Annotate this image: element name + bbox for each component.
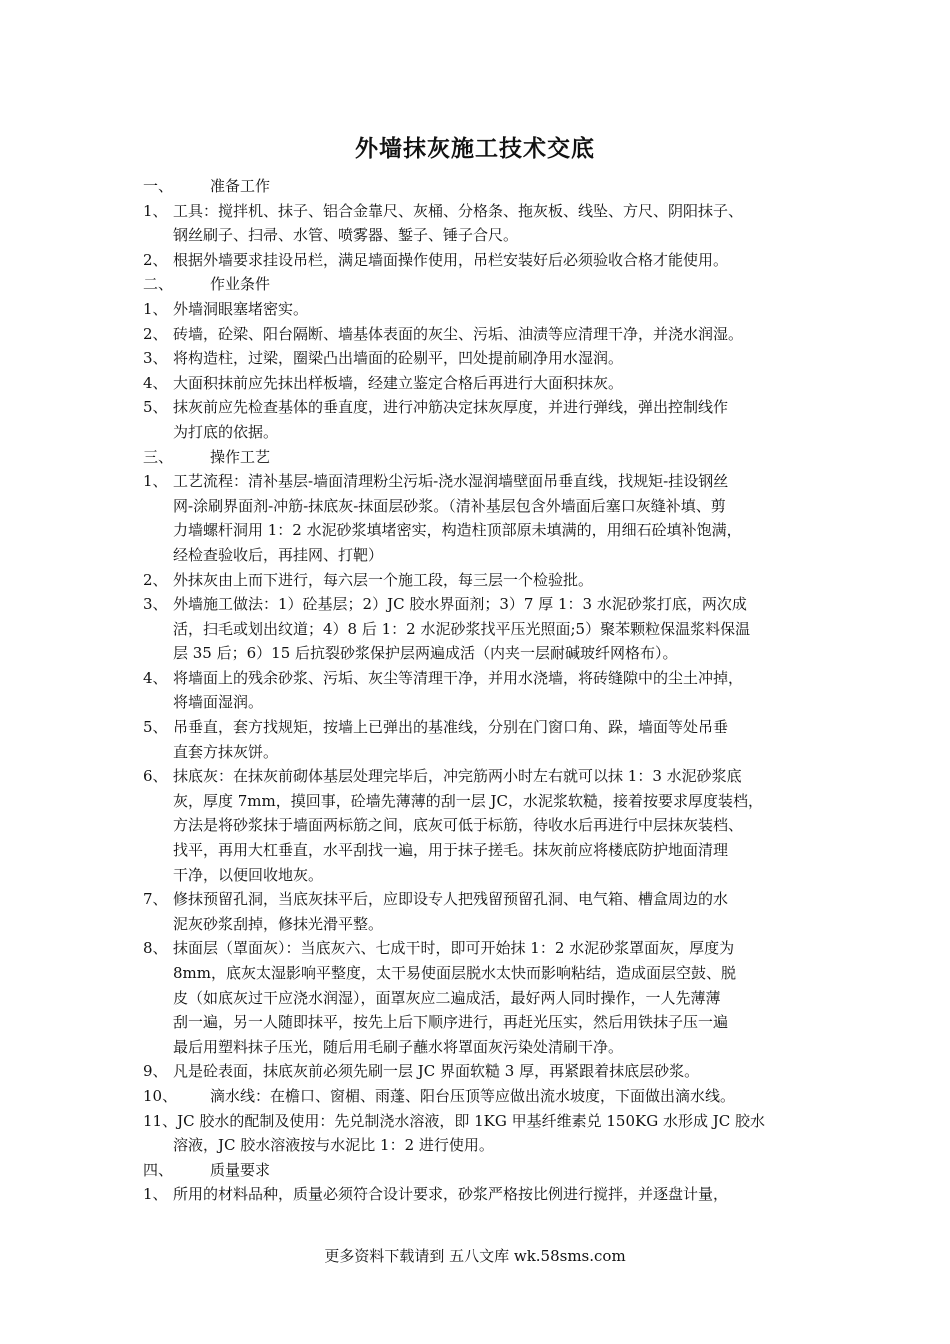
- list-item: [143, 395, 823, 420]
- item-text: 大面积抹前应先抹出样板墙，经建立鉴定合格后再进行大面积抹灰。: [173, 373, 624, 392]
- list-item: [143, 1182, 823, 1207]
- item-text: 吊垂直，套方找规矩，按墙上已弹出的基准线，分别在门窗口角、跺，墙面等处吊垂: [173, 718, 729, 737]
- item-number: 9、: [143, 1062, 168, 1081]
- list-item: [143, 199, 823, 224]
- paragraph-continuation: 层 35 后；6）15 后抗裂砂浆保护层两遍成活（内夹一层耐碱玻纤网格布）。: [173, 644, 678, 663]
- paragraph-continuation: 力墙螺杆洞用 1：2 水泥砂浆填堵密实，构造柱顶部原未填满的，用细石砼填补饱满，: [173, 521, 742, 540]
- item-text: 作业条件: [210, 275, 271, 294]
- item-number: 1、: [143, 472, 168, 491]
- paragraph-continuation: 将墙面湿润。: [173, 693, 264, 712]
- list-item: [143, 371, 823, 396]
- list-item: [143, 666, 823, 691]
- paragraph-continuation: 刮一遍，另一人随即抹平，按先上后下顺序进行，再赶光压实，然后用铁抹子压一遍: [173, 1013, 729, 1032]
- list-item: [143, 936, 823, 961]
- paragraph-continuation: 灰，厚度 7mm，摸回事，砼墙先薄薄的刮一层 JC，水泥浆软糙，接着按要求厚度装档，: [173, 791, 764, 810]
- item-text: 操作工艺: [210, 447, 271, 466]
- list-item: [143, 592, 823, 617]
- item-text: 抹底灰：在抹灰前砌体基层处理完毕后，冲完筋两小时左右就可以抹 1：3 水泥砂浆底: [173, 767, 742, 786]
- item-number: 2、: [143, 250, 168, 269]
- item-text: 滴水线：在檐口、窗楣、雨蓬、阳台压顶等应做出流水坡度，下面做出滴水线。: [210, 1086, 736, 1105]
- item-number: 1、: [143, 1185, 168, 1204]
- item-number: 3、: [143, 595, 168, 614]
- item-number: 3、: [143, 349, 168, 368]
- paragraph-continuation: 方法是将砂浆抹于墙面两标筋之间，底灰可低于标筋，待收水后再进行中层抹灰装档、: [173, 816, 744, 835]
- paragraph-continuation: 溶液，JC 胶水溶液按与水泥比 1：2 进行使用。: [173, 1136, 494, 1155]
- item-text: 工具：搅拌机、抹子、铝合金靠尺、灰桶、分格条、拖灰板、线坠、方尺、阴阳抹子、: [173, 201, 744, 220]
- item-number: 10、: [143, 1086, 178, 1105]
- item-number: 2、: [143, 570, 168, 589]
- list-item: [143, 346, 823, 371]
- page-title: 外墙抹灰施工技术交底: [355, 135, 595, 162]
- paragraph-continuation: 钢丝刷子、扫帚、水管、喷雾器、錾子、锤子合尺。: [173, 226, 519, 245]
- paragraph-continuation: 找平，再用大杠垂直，水平刮找一遍，用于抹子搓毛。抹灰前应将楼底防护地面清理: [173, 841, 729, 860]
- item-number: 四、: [143, 1160, 174, 1179]
- item-text: 根据外墙要求挂设吊栏，满足墙面操作使用，吊栏安装好后必须验收合格才能使用。: [173, 250, 729, 269]
- item-text: 外抹灰由上而下进行，每六层一个施工段，每三层一个检验批。: [173, 570, 594, 589]
- paragraph-continuation: 直套方抹灰饼。: [173, 742, 279, 761]
- item-text: 修抹预留孔洞，当底灰抹平后，应即设专人把残留预留孔洞、电气箱、槽盒周边的水: [173, 890, 729, 909]
- item-text: 11、JC 胶水的配制及使用：先兑制浇水溶液，即 1KG 甲基纤维素兑 150KG 水形成 JC 胶水: [143, 1111, 765, 1130]
- item-number: 三、: [143, 447, 174, 466]
- list-item: [143, 887, 823, 912]
- item-number: 4、: [143, 668, 168, 687]
- item-text: 准备工作: [210, 177, 271, 195]
- section-heading: [143, 1084, 823, 1109]
- list-item: [143, 1059, 823, 1084]
- paragraph-continuation: 网-涂刷界面剂-冲筋-抹底灰-抹面层砂浆。（清补基层包含外墙面后塞口灰缝补填、剪: [173, 496, 726, 515]
- item-text: 外墙施工做法：1）砼基层；2）JC 胶水界面剂；3）7 厚 1：3 水泥砂浆打底，两次成: [173, 595, 747, 614]
- list-item: [143, 322, 823, 347]
- item-text: 工艺流程：清补基层-墙面清理粉尘污垢-浇水湿润墙壁面吊垂直线，找规矩-挂设钢丝: [173, 472, 729, 491]
- document-body: [143, 174, 823, 1207]
- item-number: 5、: [143, 718, 168, 737]
- item-number: 1、: [143, 201, 168, 220]
- item-text: 砖墙，砼梁、阳台隔断、墙基体表面的灰尘、污垢、油渍等应清理干净，并浇水润湿。: [173, 324, 744, 343]
- item-text: 质量要求: [210, 1160, 271, 1179]
- item-text: 所用的材料品种，质量必须符合设计要求，砂浆严格按比例进行搅拌，并逐盘计量，: [173, 1185, 729, 1204]
- item-number: 7、: [143, 890, 168, 909]
- paragraph-continuation: 8mm，底灰太湿影响平整度，太干易使面层脱水太快而影响粘结，造成面层空鼓、脱: [173, 964, 736, 982]
- paragraph-continuation: 为打底的依据。: [173, 422, 279, 441]
- paragraph-continuation: 经检查验收后，再挂网、打靶）: [173, 545, 384, 564]
- section-heading: [143, 445, 823, 470]
- list-item: [143, 568, 823, 593]
- item-number: 8、: [143, 939, 168, 958]
- item-number: 4、: [143, 373, 168, 392]
- item-number: 2、: [143, 324, 168, 343]
- item-text: 将构造柱，过梁，圈梁凸出墙面的砼剔平，凹处提前刷净用水湿润。: [173, 349, 624, 368]
- item-number: 二、: [143, 275, 174, 294]
- list-item: [143, 469, 823, 494]
- section-heading: [143, 272, 823, 297]
- item-text: 外墙洞眼塞堵密实。: [173, 299, 309, 318]
- section-heading: [143, 1158, 823, 1183]
- item-text: 凡是砼表面，抹底灰前必须先刷一层 JC 界面软糙 3 厚，再紧跟着抹底层砂浆。: [173, 1062, 700, 1081]
- section-heading: [143, 174, 823, 199]
- paragraph-continuation: 泥灰砂浆刮掉，修抹光滑平整。: [173, 914, 384, 933]
- list-item: [143, 764, 823, 789]
- item-number: 6、: [143, 767, 168, 786]
- item-number: 5、: [143, 398, 168, 417]
- list-item: [143, 297, 823, 322]
- item-number: 一、: [143, 177, 174, 195]
- item-text: 将墙面上的残余砂浆、污垢、灰尘等清理干净，并用水浇墙，将砖缝隙中的尘土冲掉，: [173, 668, 744, 687]
- paragraph-continuation: 活，扫毛或划出纹道；4）8 后 1：2 水泥砂浆找平压光照面;5）聚苯颗粒保温浆料保温: [173, 619, 751, 638]
- paragraph-continuation: 皮（如底灰过干应浇水润湿），面罩灰应二遍成活，最好两人同时操作，一人先薄薄: [173, 988, 721, 1007]
- paragraph-continuation: 最后用塑料抹子压光，随后用毛刷子蘸水将罩面灰污染处清刷干净。: [173, 1037, 624, 1056]
- page-footer: 更多资料下载请到 五八文库 wk.58sms.com: [324, 1247, 626, 1265]
- paragraph-continuation: 干净，以便回收地灰。: [173, 865, 324, 884]
- item-number: 1、: [143, 299, 168, 318]
- item-text: 抹面层（罩面灰）：当底灰六、七成干时，即可开始抹 1：2 水泥砂浆罩面灰，厚度为: [173, 939, 735, 958]
- item-text: 抹灰前应先检查基体的垂直度，进行冲筋决定抹灰厚度，并进行弹线，弹出控制线作: [173, 398, 729, 417]
- list-item: [143, 1109, 823, 1134]
- list-item: [143, 248, 823, 273]
- list-item: [143, 715, 823, 740]
